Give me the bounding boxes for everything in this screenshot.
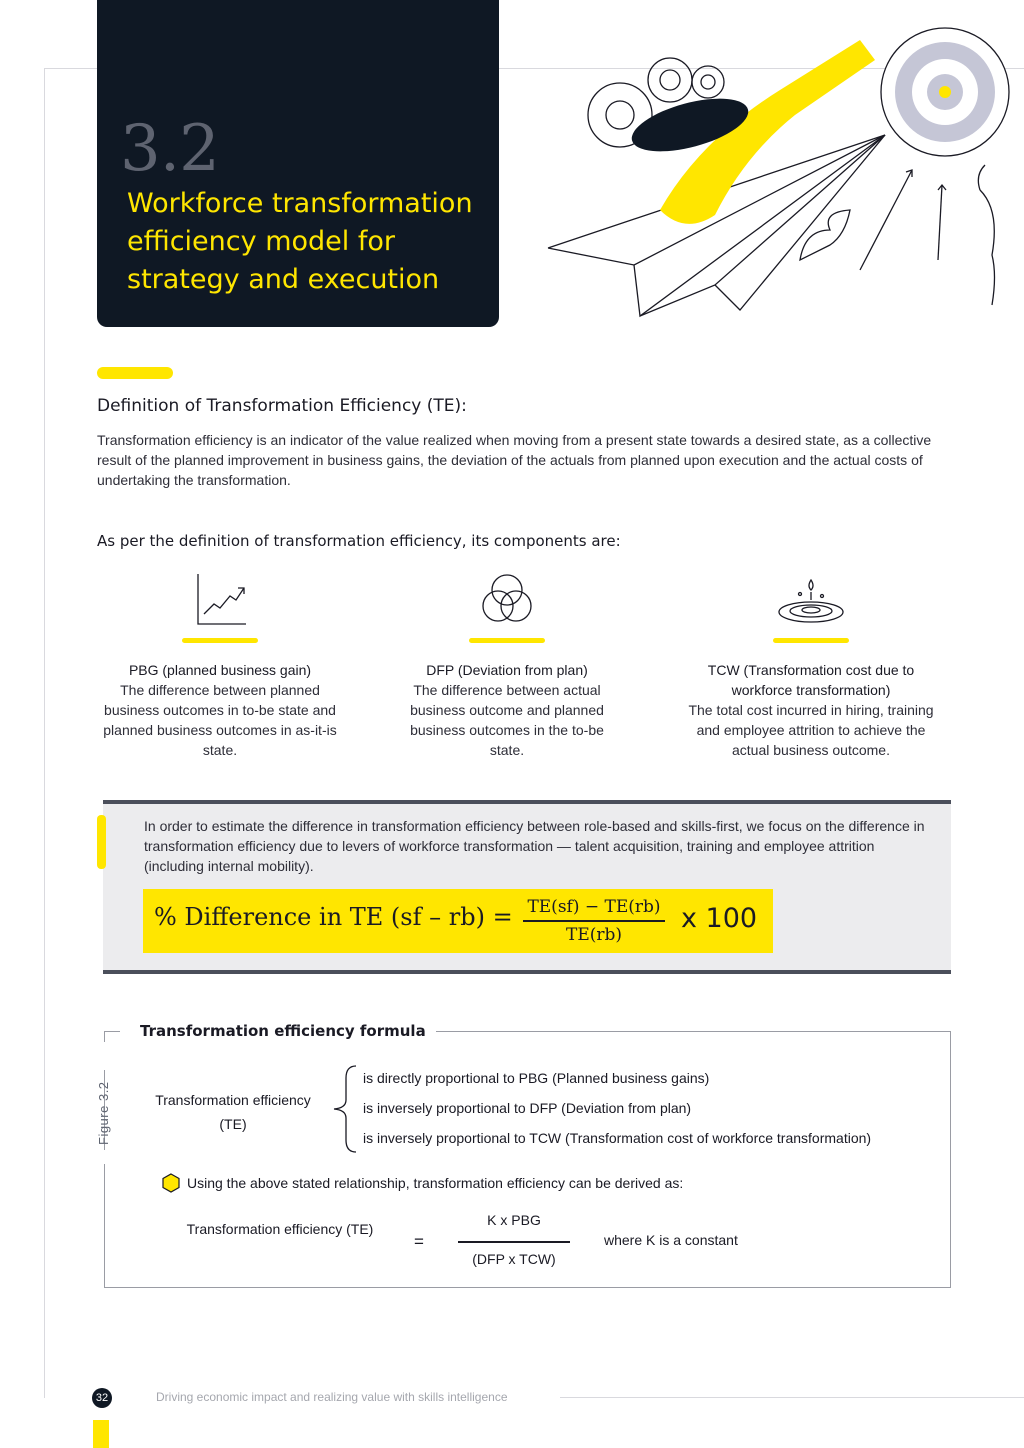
formula-denominator: TE(rb) (565, 924, 623, 945)
page-number: 32 (92, 1388, 112, 1408)
relation-dfp: is inversely proportional to DFP (Deviation from plan) (363, 1100, 692, 1116)
hexagon-bullet-icon (161, 1173, 181, 1193)
section-title: Workforce transformation efficiency model for strategy and execution (127, 188, 473, 295)
page-frame-bottom (560, 1397, 1024, 1398)
equation-lhs: Transformation efficiency (TE) (186, 1221, 374, 1237)
equation-numerator: K x PBG (487, 1212, 541, 1228)
component-accent-bar (182, 638, 258, 643)
gear-icon (692, 66, 724, 98)
formula-fraction (523, 896, 665, 946)
figure-label-gap (100, 1150, 110, 1164)
relation-tcw: is inversely proportional to TCW (Transformation cost of workforce transformation) (363, 1130, 872, 1146)
component-dfp (396, 570, 618, 760)
formula-numerator: TE(sf) − TE(rb) (527, 897, 661, 917)
accent-bar (97, 367, 173, 379)
callout-text: In order to estimate the difference in transformation efficiency between role-based and skills-first, we focus on the difference in transformation efficiency due to levers of workforce transformation — talent acquisition, training and employee attrition (including internal mobility). (144, 818, 925, 874)
component-body: The total cost incurred in hiring, training and employee attrition to achieve the actual business outcome. (688, 702, 934, 758)
component-title: DFP (Deviation from plan) (426, 662, 588, 678)
callout-accent-tab (97, 815, 106, 869)
definition-body: Transformation efficiency is an indicator of the value realized when moving from a present state towards a desired state, as a collective result of the planned improvement in business gains, the deviation of the actuals from planned upon execution and the actual costs of undertaking the transformation. (97, 432, 932, 488)
component-accent-bar (469, 638, 545, 643)
equals-sign: = (414, 1232, 424, 1251)
component-tcw (680, 570, 942, 760)
component-title: PBG (planned business gain) (128, 662, 312, 678)
te-label: Transformation efficiency (TE) (155, 1092, 311, 1132)
component-body: The difference between actual business outcome and planned business outcomes in the to-be state. (410, 682, 604, 758)
figure-label: Figure 3.2 (96, 1081, 111, 1145)
paper-plane-target-illustration (540, 20, 1024, 340)
derivation-note: Using the above stated relationship, transformation efficiency can be derived as: (187, 1175, 684, 1191)
footer-text: Driving economic impact and realizing value with skills intelligence (156, 1390, 508, 1404)
definition-heading: Definition of Transformation Efficiency (TE): (97, 396, 467, 416)
figure-label-gap (100, 1042, 110, 1070)
figure-title: Transformation efficiency formula (140, 1022, 426, 1040)
component-pbg (100, 570, 340, 760)
formula-left: % Difference in TE (sf – rb) = (154, 903, 513, 931)
line-chart-icon (192, 570, 248, 630)
component-title: TCW (Transformation cost due to workforce transformation) (707, 662, 915, 698)
relation-pbg: is directly proportional to PBG (Planned business gains) (363, 1070, 710, 1086)
water-drop-ripple-icon (776, 570, 846, 630)
difference-formula (143, 889, 773, 953)
page-frame-left (44, 68, 45, 1398)
formula-multiplier: x 100 (681, 903, 758, 934)
component-body: The difference between planned business outcomes in to-be state and planned business outcomes in as-it-is state. (103, 682, 337, 758)
curly-brace-icon (330, 1064, 360, 1154)
constant-note: where K is a constant (604, 1232, 738, 1248)
equation-denominator: (DFP x TCW) (472, 1251, 556, 1267)
footer-accent-bar (93, 1420, 109, 1448)
fraction-line (458, 1241, 570, 1243)
venn-circles-icon (477, 570, 537, 630)
section-number: 3.2 (120, 112, 219, 186)
component-accent-bar (773, 638, 849, 643)
components-intro: As per the definition of transformation efficiency, its components are: (97, 532, 621, 550)
gear-icon (648, 58, 692, 102)
fraction-line (523, 920, 665, 922)
